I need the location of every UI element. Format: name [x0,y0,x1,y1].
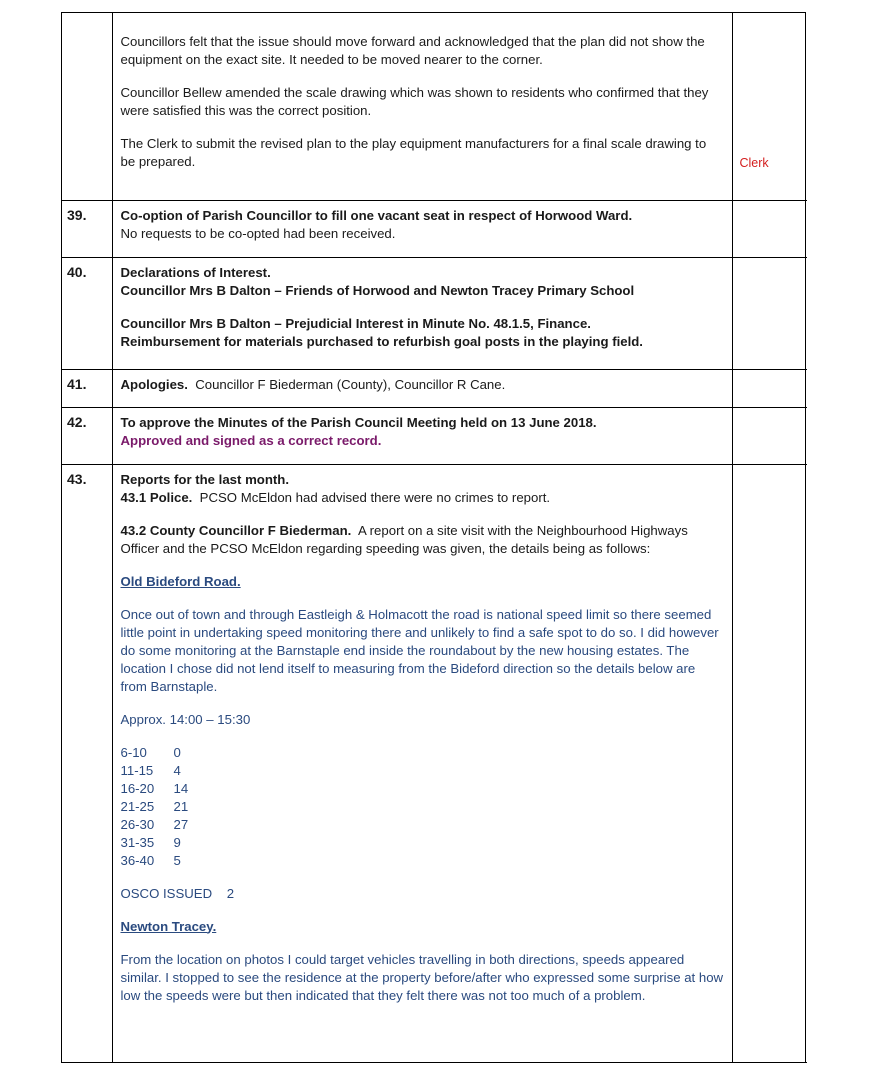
minute-number: 43. [62,464,112,1062]
minute-number: 41. [62,369,112,407]
minute-title: To approve the Minutes of the Parish Council Meeting held on 13 June 2018. [120,414,597,430]
apologies-text: Councillor F Biederman (County), Councillor R Cane. [195,376,506,392]
minute-number-empty [62,13,112,200]
speed-range: 16-20 [120,780,155,796]
minute-row-continued [62,13,807,200]
speed-row [121,834,724,852]
speed-row [121,762,724,780]
road-report: Once out of town and through Eastleigh & Holmacott the road is national speed limit so there seemed little point in undertaking speed monitoring there and unlikely to find a safe spot to do so. I did however do some monitoring at the Barnstaple end inside the roundabout by the new housing estates. The location I chose did not lend itself to measuring from the Bideford direction so the details below are from Barnstaple. [120,606,719,694]
minute-number: 42. [62,407,112,464]
minute-number: 40. [62,257,112,369]
paragraph: The Clerk to submit the revised plan to the play equipment manufacturers for a final scale drawing to be prepared. [120,136,707,169]
police-report [121,489,724,507]
speed-range: 31-35 [120,834,155,850]
osco-label: OSCO ISSUED [120,885,213,901]
action-cell [732,200,807,257]
minute-row-40 [62,257,807,369]
minute-body [112,200,732,257]
paragraph: Councillor Bellew amended the scale drawing which was shown to residents who confirmed that they were satisfied this was the correct position. [120,85,709,118]
monitoring-time: Approx. 14:00 – 15:30 [120,711,251,727]
minute-body [112,257,732,369]
road-heading: Old Bideford Road. [120,573,241,589]
police-text: PCSO McEldon had advised there were no crimes to report. [199,489,551,505]
minute-title: Co-option of Parish Councillor to fill one vacant seat in respect of Horwood Ward. [120,207,633,223]
speed-count: 0 [173,744,181,760]
speed-range: 11-15 [120,762,154,778]
osco-line [121,885,724,903]
minutes-table [61,12,806,1063]
speed-count: 4 [173,762,181,778]
paragraph: Councillors felt that the issue should move forward and acknowledged that the plan did not show the equipment on the exact site. It needed to be moved nearer to the corner. [120,34,705,67]
action-cell [732,13,807,200]
osco-value: 2 [226,885,235,901]
speed-row [121,852,724,870]
minute-title: Declarations of Interest. [120,264,271,280]
approval-text: Approved and signed as a correct record. [120,432,382,448]
speed-range: 36-40 [120,852,155,868]
minute-body [112,369,732,407]
speed-count: 9 [173,834,181,850]
county-text: A report on a site visit with the Neighbourhood Highways Officer and the PCSO McEldon regarding speeding was given, the details being as follows: [120,522,688,556]
road-heading: Newton Tracey. [120,918,217,934]
speed-range: 21-25 [120,798,155,814]
minute-number: 39. [62,200,112,257]
speed-count: 5 [173,852,181,868]
minute-row-41 [62,369,807,407]
minute-row-42 [62,407,807,464]
county-label: 43.2 County Councillor F Biederman. [120,522,352,538]
police-label: 43.1 Police. [120,489,193,505]
county-report [121,522,724,558]
action-cell [732,464,807,1062]
speed-range: 6-10 [120,744,147,760]
speed-row [121,744,724,762]
action-cell [732,407,807,464]
speed-count: 14 [173,780,189,796]
paragraph: No requests to be co-opted had been received. [120,225,396,241]
action-cell [732,369,807,407]
speed-count: 27 [173,816,189,832]
paragraph [121,376,724,394]
speed-row [121,798,724,816]
speed-count: 21 [173,798,189,814]
minute-body [112,407,732,464]
speed-table [121,744,724,870]
minute-title: Reports for the last month. [120,471,290,487]
declaration-line: Reimbursement for materials purchased to refurbish goal posts in the playing field. [120,333,643,349]
speed-row [121,780,724,798]
action-owner: Clerk [739,156,769,170]
minute-row-43 [62,464,807,1062]
minute-title: Apologies. [120,376,188,392]
action-cell [732,257,807,369]
road-report: From the location on photos I could target vehicles travelling in both directions, speeds appeared similar. I stopped to see the residence at the property before/after who expressed some surprise at how low the speeds were but then indicated that they felt there was not too much of a problem. [120,951,724,1003]
declaration-line: Councillor Mrs B Dalton – Friends of Horwood and Newton Tracey Primary School [120,282,635,298]
minute-body [112,13,732,200]
declaration-line: Councillor Mrs B Dalton – Prejudicial Interest in Minute No. 48.1.5, Finance. [120,315,591,331]
minute-row-39 [62,200,807,257]
minute-body [112,464,732,1062]
minutes-grid [62,13,807,1063]
speed-range: 26-30 [120,816,155,832]
speed-row [121,816,724,834]
